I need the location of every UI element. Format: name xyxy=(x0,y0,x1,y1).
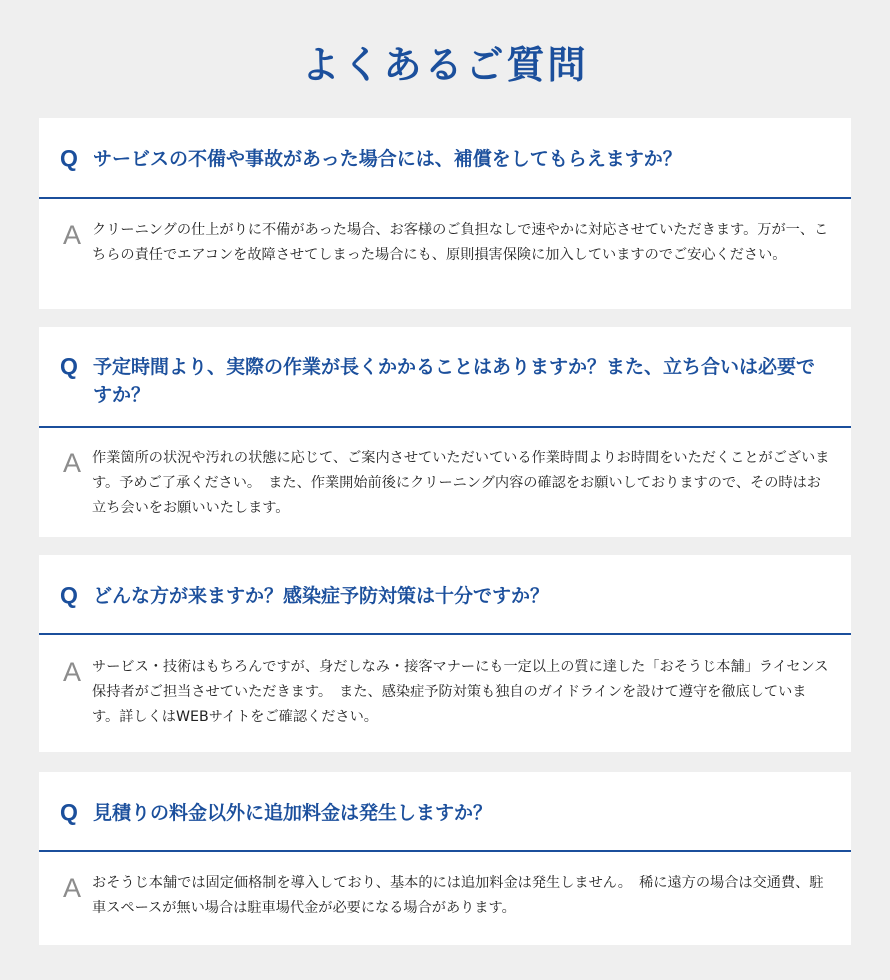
question-text: サービスの不備や事故があった場合には、補償をしてもらえますか？ xyxy=(93,148,682,170)
faq-question xyxy=(39,327,851,428)
question-mark-icon: Q xyxy=(60,145,78,171)
faq-answer xyxy=(39,199,851,309)
answer-mark-icon: A xyxy=(63,220,82,250)
faq-item xyxy=(39,555,851,752)
page-title: よくあるご質問 xyxy=(301,43,589,87)
answer-text: クリーニングの仕上がりに不備があった場合、お客様のご負担なしで速やかに対応させていただきます。万が一、こちらの責任でエアコンを故障させてしまった場合にも、原則損害保険に加入していますのでご安心ください。 xyxy=(92,222,829,263)
answer-mark-icon: A xyxy=(63,873,82,903)
question-text: 予定時間より、実際の作業が長くかかることはありますか？また、立ち合いは必要ですか？ xyxy=(93,356,816,406)
question-mark-icon: Q xyxy=(60,799,78,825)
faq-question xyxy=(39,555,851,635)
faq-answer xyxy=(39,635,851,752)
faq-question xyxy=(39,118,851,199)
answer-text: おそうじ本舗では固定価格制を導入しており、基本的には追加料金は発生しません。 稀に遠方の場合は交通費、駐車スペースが無い場合は駐車場代金が必要になる場合があります。 xyxy=(92,875,824,916)
faq-answer xyxy=(39,428,851,537)
question-mark-icon: Q xyxy=(60,582,78,608)
question-text: 見積りの料金以外に追加料金は発生しますか？ xyxy=(93,802,493,824)
question-mark-icon: Q xyxy=(60,353,78,379)
faq-item xyxy=(39,327,851,537)
faq-answer xyxy=(39,852,851,945)
faq-question xyxy=(39,772,851,852)
answer-text: サービス・技術はもちろんですが、身だしなみ・接客マナーにも一定以上の質に達した「おそうじ本舗」ライセンス保持者がご担当させていただきます。 また、感染症予防対策も独自のガイドラインを設けて遵守を徹底しています。詳しくはWEBサイトをご確認ください。 xyxy=(92,659,829,725)
answer-mark-icon: A xyxy=(63,657,82,687)
answer-text: 作業箇所の状況や汚れの状態に応じて、ご案内させていただいている作業時間よりお時間をいただくことがございます。予めご了承ください。 また、作業開始前後にクリーニング内容の確認をお願いしておりますので、その時はお立ち会いをお願いいたします。 xyxy=(92,450,830,516)
faq-item xyxy=(39,772,851,945)
faq-item xyxy=(39,118,851,309)
answer-mark-icon: A xyxy=(63,448,82,478)
question-text: どんな方が来ますか？感染症予防対策は十分ですか？ xyxy=(93,585,550,607)
